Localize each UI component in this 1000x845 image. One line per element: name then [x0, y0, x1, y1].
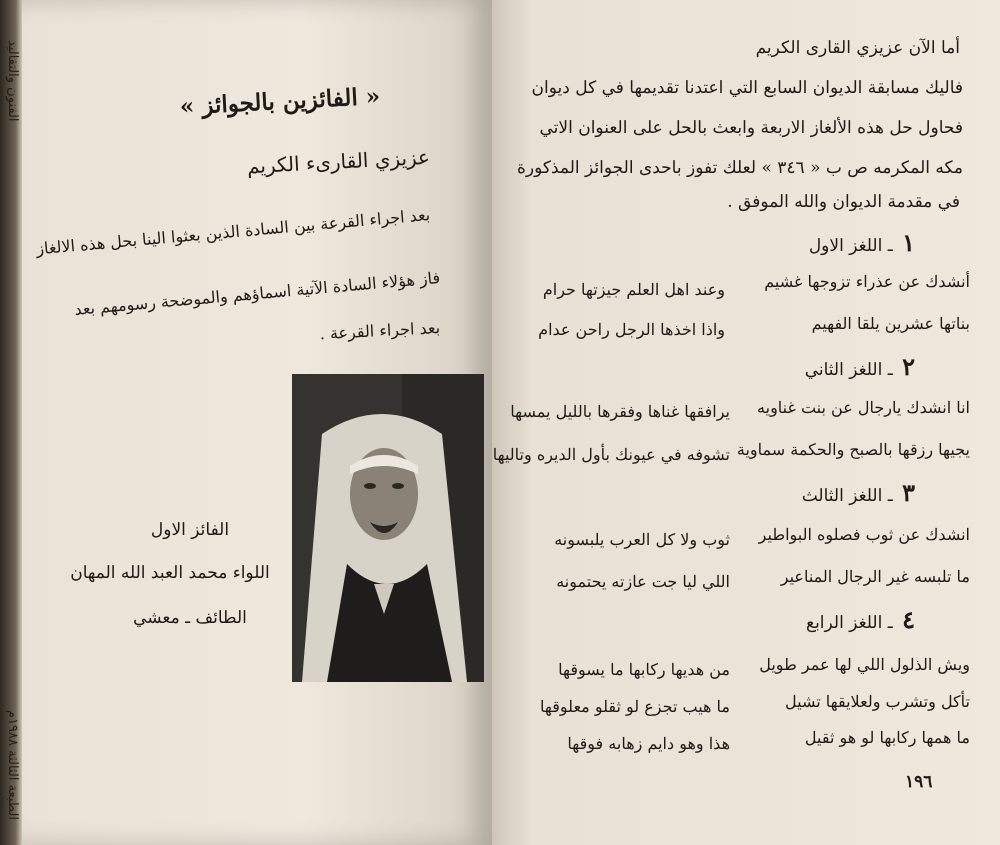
- riddle-1-number: ١: [902, 228, 915, 257]
- spine-edition: الطبعة الثالثة ١٩٨٨م: [5, 710, 20, 820]
- right-intro-line-5: في مقدمة الديوان والله الموفق .: [727, 192, 960, 212]
- riddle-1-verse-1b: وعند اهل العلم جيزتها حرام: [542, 280, 725, 299]
- riddle-2-verse-2b: تشوفه في عيونك بأول الديره وتاليها: [492, 445, 730, 464]
- left-intro-line-2: فاز هؤلاء السادة الآتية اسماؤهم والموضحة رسومهم بعد: [73, 268, 441, 319]
- spine-text: [2, 40, 20, 820]
- winner-rank: الفائز الاول: [150, 520, 230, 540]
- riddle-1-verse-2a: بناتها عشرين يلقا الفهيم: [811, 314, 970, 333]
- portrait-illustration: [292, 374, 484, 682]
- riddle-2-verse-1b: يرافقها غناها وفقرها بالليل يمسها: [510, 402, 730, 421]
- riddle-4-heading: [700, 605, 915, 634]
- winners-heading: « الفائزين بالجوائز »: [179, 82, 381, 121]
- left-intro-line-1: بعد اجراء القرعة بين السادة الذين بعثوا الينا بحل هذه الالغاز: [35, 205, 431, 259]
- riddle-3-verse-1b: ثوب ولا كل العرب يلبسونه: [554, 530, 730, 549]
- riddle-1-verse-1a: أنشدك عن عذراء تزوجها غشيم: [764, 272, 970, 291]
- riddle-4-verse-2a: تأكل وتشرب ولعلايقها تشيل: [785, 692, 970, 711]
- riddle-4-verse-1b: من هديها ركابها ما يسوقها: [558, 660, 730, 679]
- riddle-1-heading: [700, 228, 915, 257]
- riddle-4-verse-3a: ما همها ركابها لو هو ثقيل: [804, 728, 970, 747]
- left-greeting: عزيزي القارىء الكريم: [246, 144, 431, 179]
- right-intro-line-3: فحاول حل هذه الألغاز الاربعة وابعث بالحل على العنوان الاتي: [539, 118, 963, 138]
- left-intro-line-3: بعد اجراء القرعة .: [319, 318, 441, 344]
- riddle-2-verse-1a: انا انشدك يارجال عن بنت غناويه: [757, 398, 970, 417]
- book-spine: [0, 0, 22, 845]
- right-intro-line-1: أما الآن عزيزي القارى الكريم: [755, 38, 960, 58]
- riddle-1-verse-2b: واذا اخذها الرجل راحن عدام: [538, 320, 725, 339]
- riddle-4-number: ٤: [902, 605, 915, 634]
- riddle-2-number: ٢: [902, 352, 915, 381]
- riddle-4-title: ـ اللغز الرابع: [806, 613, 893, 633]
- riddle-3-heading: [700, 478, 915, 507]
- riddle-3-title: ـ اللغز الثالث: [801, 486, 893, 506]
- page-number: ١٩٦: [905, 772, 933, 792]
- riddle-3-number: ٣: [902, 478, 915, 507]
- spine-title: الفنون والتقاليد: [5, 40, 20, 122]
- riddle-2-verse-2a: يجيها رزقها بالصبح والحكمة سماوية: [736, 440, 970, 459]
- riddle-4-verse-1a: ويش الذلول اللي لها عمر طويل: [759, 655, 970, 674]
- riddle-3-verse-2b: اللي ليا جت عازته يحتمونه: [556, 572, 730, 591]
- right-intro-line-4: مكه المكرمه ص ب « ٣٤٦ » لعلك تفوز باحدى الجوائز المذكورة: [517, 158, 963, 178]
- winner-photo: [292, 374, 484, 682]
- winner-name: اللواء محمد العبد الله المهان: [70, 563, 270, 583]
- riddle-4-verse-3b: هذا وهو دايم زهابه فوقها: [567, 734, 730, 753]
- riddle-1-title: ـ اللغز الاول: [808, 236, 893, 256]
- riddle-2-heading: [700, 352, 915, 381]
- right-intro-line-2: فاليك مسابقة الديوان السابع التي اعتدنا تقديمها في كل ديوان: [531, 78, 963, 98]
- winner-place: الطائف ـ معشي: [133, 608, 247, 628]
- riddle-3-verse-2a: ما تلبسه غير الرجال المناعير: [780, 567, 970, 586]
- riddle-2-title: ـ اللغز الثاني: [804, 360, 893, 380]
- riddle-4-verse-2b: ما هيب تجزع لو ثقلو معلوقها: [539, 697, 730, 716]
- riddle-3-verse-1a: انشدك عن ثوب فصلوه البواطير: [758, 525, 970, 544]
